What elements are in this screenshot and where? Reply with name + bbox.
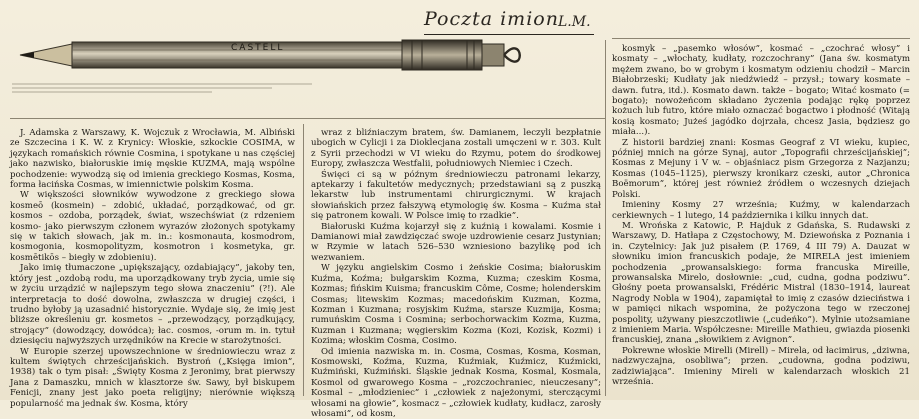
text-column-2 xyxy=(311,128,601,419)
title-underline xyxy=(424,34,594,35)
paragraph: M. Wrońska z Katowic, P. Hajduk z Gdańska, S. Rudawski z Warszawy, D. Hatłapa z Częstochowy, M. Dziewońska z Poznania i in. Czytelnicy: Jak już pisałem (P. 1769, 4 III 79) A. Dauzat w słowniku imion francuskich podaje, że MIRELA jest imieniem pochodzenia „prowansalskiego: forma francuska Mireille, prowansalska Mirelo, dosłownie: „cud, cudna, godna podziwu”. Głośny poeta prowansalski, Frédéric Mistral (1830–1914, laureat Nagrody Nobla w 1904), zapamiętał to imię z czasów dzieciństwa i w pamięci nikach wspomina, że pożyczona tego w rzeczonej pospolity, używany pieszczotliwie („cudeńko”). Mylnie utożsamiane z imieniem Maria. Współczesne: Mireille Mathieu, gwiazda piosenki francuskiej, znana „słowikiem z Avignon”. xyxy=(612,220,910,346)
paragraph: Od imienia nazwiska m. in. Cosma, Cosmas, Kosma, Kosman, Kosmowski, Koźma, Kuzma, Kuźmiak, Kuźmicz, Kuźmicki, Kuźmiński, Kuźmiński. Śląskie jednak Kosma, Kosmal, Kosmala, Kosmol od gwarowego Kosma – „rozczochraniec, nieuczesany”; Kosmal – „młodzieniec” i „człowiek z najeżonymi, sterczącymi włosami na głowie”, kosmacz – „człowiek kudłaty, kudłacz, zarosły włosami”, od kosm, xyxy=(311,346,601,419)
paragraph: W języku angielskim Cosmo i żeńskie Cosima; białoruskim Kuźma, Koźma; bułgarskim Kozma, Kuzma; czeskim Kosma, Kozmas; fińskim Kuisma; francuskim Côme, Cosme; holenderskim Cosmas; litewskim Kozmas; macedońskim Kuzman, Kozma, Kozman i Kuzmana; rosyjskim Kuźma, starsze Kuzmija, Kosma; rumuńskim Cosma i Cosmina; serbochorwackim Kozma, Kuzma, Kuzman i Kuzmana; węgierskim Kozma (Kozi, Kozisk, Kozmi) i Kozima; włoskim Cosma, Cosimo. xyxy=(311,263,601,347)
paragraph: Jako imię tłumaczone „upiększający, ozdabiający”, jakoby ten, który jest „ozdobą rodu, ma uporządkowany tryb życia, umie się w życiu urządzić w najlepszym tego słowa znaczeniu” (?!). Ale interpretacja to dość dowolna, zwłaszcza w drugiej części, i trudno byłoby ją uzasadnić historycznie. Wydaje się, że imię jest bliższe określeniu gr. kosmetos – „przewodzący, porządkujący, strojący” (dowodzący, dowódca); łac. cosmos, -orum m. in. tytuł dziesięciu najwyższych urzędników na Krecie w starożytności. xyxy=(10,263,295,347)
page-title: Poczta imion xyxy=(424,8,559,30)
paragraph: Imieniny Kosmy 27 września; Kuźmy, w kalendarzach cerkiewnych – 1 lutego, 14 października i kilku innych dat. xyxy=(612,200,910,221)
text-column-3 xyxy=(612,44,910,398)
paragraph: kosmyk – „pasemko włosów”, kosmać – „czochrać włosy” i kosmaty – „włochaty, kudłaty, rozczochrany” (Jana św. kosmatym mężem zwano, bo w grobym i kosmatym odzieniu chodził – Marcin Białobrzeski; Kudłaty jak niedźwiedź – przysł.; towary kosmate – dawn. futra, itd.). Kosmato dawn. także – bogato; Witać kosmato (= bogato); nowożeńcom składano życzenia podając rękę poprzez kożuch lub futro, które miało oznaczać bogactwo i płodność (Witają kosią kosmato; Jużeś jagódko dojrzała, chcesz Jasia, będziesz go miała...). xyxy=(612,44,910,138)
column-divider xyxy=(303,124,304,396)
paragraph: wraz z bliźniaczym bratem, św. Damianem, leczyli bezpłatnie ubogich w Cylicji i za Dioklecjana zostali umęczeni w r. 303. Kult z Syrii przechodzi w VI wieku do Rzymu, potem do środkowej Europy, zwłaszcza Westfalii, południowych Niemiec i Czech. xyxy=(311,128,601,170)
paragraph: Pokrewne włoskie Mirelli (Mirell) – Mirela, od łacimirus, „dziwna, nadzwyczajna, osobliwa”; przen. „cudowna, godna podziwu, zadziwiająca”. Imieniny Mireli w kalendarzach włoskich 21 września. xyxy=(612,345,910,387)
paragraph: J. Adamska z Warszawy, K. Wojczuk z Wrocławia, M. Albiński ze Szczecina i K. W. z Krynicy: Włoskie, szkockie COSIMA, w językach romańskich równie Cosmina, i spotykane u nas częściej jako nazwisko, białoruskie imię męskie KUZMA, mają wspólne pochodzenie: wywodzą się od imienia greckiego Kosmas, Kosma, forma łacińska Cosmas, w imiennictwie polskim Kosma. xyxy=(10,128,295,191)
divider xyxy=(10,118,606,119)
pencil-brand: CASTELL xyxy=(231,43,285,53)
paragraph: Święci ci są w późnym średniowieczu patronami lekarzy, aptekarzy i fakultetów medycznych; przedstawiani są z puszką lekarstw lub instrumentami chirurgicznymi. W krajach słowiańskich przez fałszywą etymologię św. Kosma – Kuźma stał się patronem kowali. W Polsce imię to rzadkie”. xyxy=(311,169,601,222)
paragraph: Z historii bardziej znani: Kosmas Geograf z VI wieku, kupiec, później mnich na górze Synaj, autor „Topografii chrześcijańskiej”; Kosmas z Mejuny i V w. – objaśniacz pism Grzegorza z Nazjanzu; Kosmas (1045–1125), pierwszy kronikarz czeski, autor „Chronica Boëmorum”, której jest również źródłem o wczesnych dziejach Polski. xyxy=(612,137,910,200)
paragraph: Białoruski Kuźma kojarzył się z kuźnią i kowalami. Kosmie i Damianowi miał zawdzięczać swoje uzdrowienie cesarz Justynian; w Rzymie w latach 526–530 wzniesiono bazylikę pod ich wezwaniem. xyxy=(311,221,601,263)
paragraph: W Europie szerzej upowszechnione w średniowieczu wraz z kultem świętych chrześcijańskich. Bystroń („Księga imion”, 1938) tak o tym pisał: „Święty Kosma z Jeronimy, brat pierwszy Jana z Damaszku, mnich w klasztorze św. Sawy, był biskupem Fenicji, znany jest jako poeta religijny; nierównie większą popularność ma jednak św. Kosma, który xyxy=(10,346,295,409)
text-column-1 xyxy=(10,128,295,409)
author-signature: L.M. xyxy=(558,14,591,30)
divider xyxy=(612,38,910,39)
column-divider xyxy=(605,40,606,396)
paragraph: W większości słowników wywodzone z greckiego słowa kosmeō (kosmein) – zdobić, układać, porządkować, od gr. kosmos – ozdoba, porządek, świat, wszechświat (z rdzeniem kosmo- jako pierwszym członem wyrazów złożonych spotykamy się w takich słowach, jak m. in.: kosmonauta, kosmodrom, kosmogonia, kosmopolityzm, kosmotron i kosmetyka, gr. kosmētikōs – biegły w zdobieniu). xyxy=(10,190,295,263)
